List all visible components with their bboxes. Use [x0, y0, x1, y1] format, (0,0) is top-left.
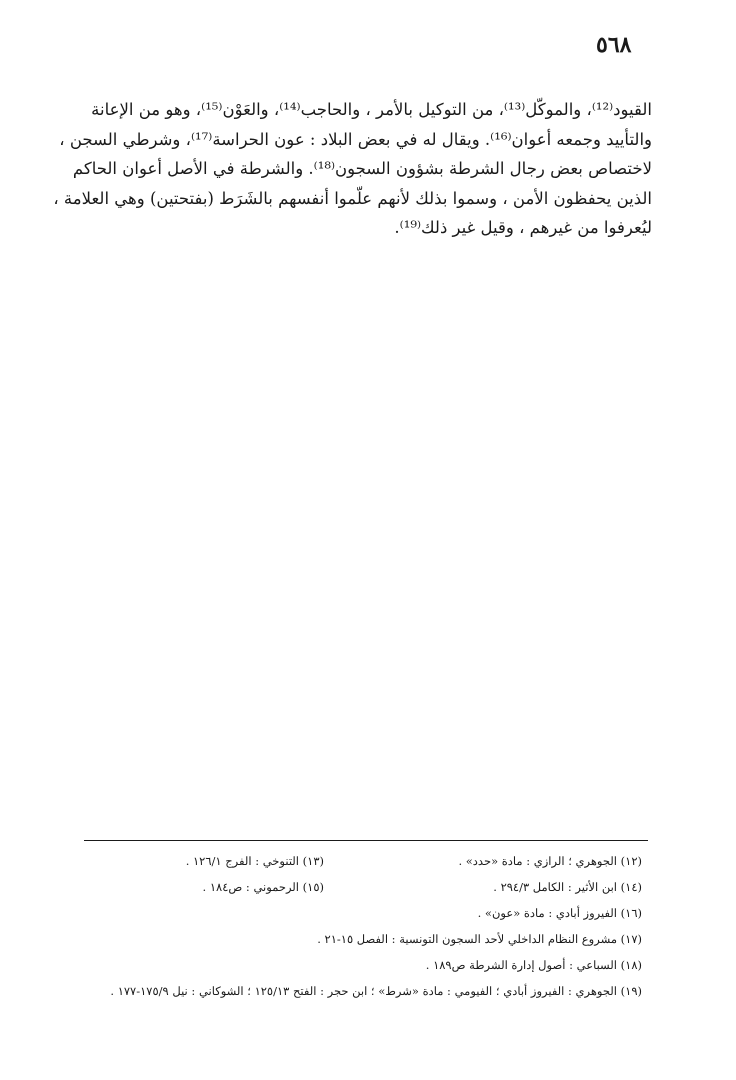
body-line-4: الذين يحفظون الأمن ، وسموا بذلك لأنهم علّموا أنفسهم بالشَرَط (بفتحتين) وهي العلامة ،: [53, 188, 652, 208]
footnote-row: [84, 926, 644, 952]
footnote-row: [84, 978, 644, 1004]
footnote-15: (١٥) الرحموني : ص١٨٤ .: [202, 880, 324, 894]
footnote-18: (١٨) السباعي : أصول إدارة الشرطة ص١٨٩ .: [425, 958, 642, 972]
footnote-17: (١٧) مشروع النظام الداخلي لأحد السجون التونسية : الفصل ١٥-٢١ .: [317, 932, 642, 946]
page-number: ٥٦٨: [596, 32, 632, 58]
body-line-1: القيود⁽¹²⁾، والموكّل⁽¹³⁾، من التوكيل بالأمر ، والحاجب⁽¹⁴⁾، والعَوْن⁽¹⁵⁾، وهو من الإعانة: [91, 100, 652, 119]
footnote-19: (١٩) الجوهري : الفيروز أبادي ؛ الفيومي : مادة «شرط» ؛ ابن حجر : الفتح ١٢٥/١٣ ؛ الشوكاني : نيل ١٧٥/٩-١٧٧ .: [110, 984, 642, 998]
body-line-5: ليُعرفوا من غيرهم ، وقيل غير ذلك⁽¹⁹⁾.: [394, 218, 652, 237]
footnote-row: [84, 848, 644, 874]
footnotes: [84, 848, 644, 1004]
footnote-row: [84, 900, 644, 926]
footnote-row: [84, 952, 644, 978]
footnote-16: (١٦) الفيروز أبادي : مادة «عون» .: [477, 906, 642, 920]
footnote-divider: [84, 840, 648, 841]
footnote-12: (١٢) الجوهري ؛ الرازي : مادة «حدد» .: [458, 854, 642, 868]
body-line-2: والتأييد وجمعه أعوان⁽¹⁶⁾. ويقال له في بعض البلاد : عون الحراسة⁽¹⁷⁾، وشرطي السجن ،: [59, 129, 652, 149]
body-paragraph: [53, 95, 652, 243]
footnote-14: (١٤) ابن الأثير : الكامل ٢٩٤/٣ .: [493, 880, 642, 894]
body-line-3: لاختصاص بعض رجال الشرطة بشؤون السجون⁽¹⁸⁾. والشرطة في الأصل أعوان الحاكم: [72, 159, 652, 178]
footnote-13: (١٣) التنوخي : الفرج ١٢٦/١ .: [185, 854, 324, 868]
footnote-row: [84, 874, 644, 900]
